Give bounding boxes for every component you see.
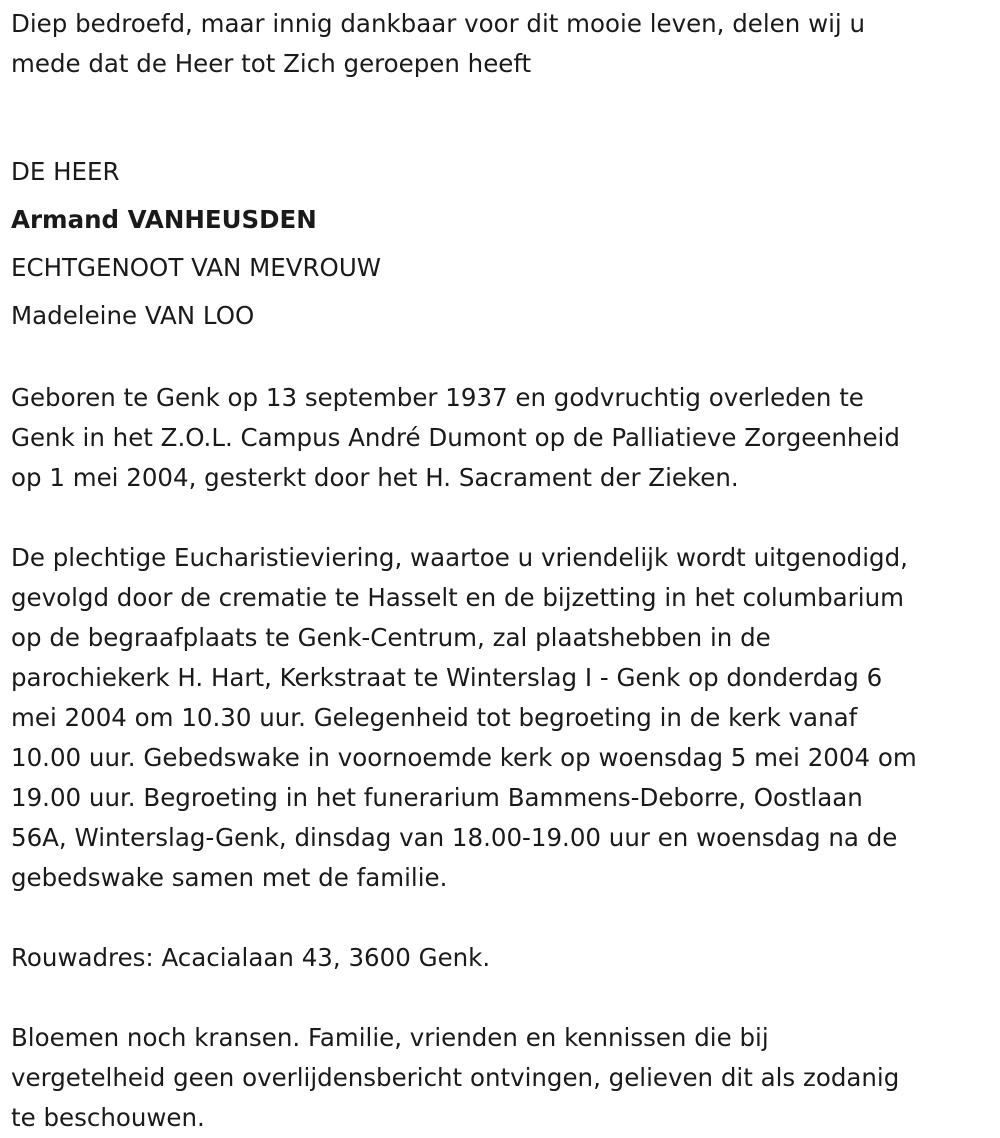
obituary-notice	[11, 4, 991, 1138]
address-line: Rouwadres: Acacialaan 43, 3600 Genk.	[11, 943, 491, 972]
intro-paragraph: Diep bedroefd, maar innig dankbaar voor dit mooie leven, delen wij u mede dat de Heer tot Zich geroepen heeft	[11, 9, 866, 78]
ceremony-paragraph: De plechtige Eucharistieviering, waartoe u vriendelijk wordt uitgenodigd, gevolgd door de crematie te Hasselt en de bijzetting in het columbarium op de begraafplaats te Genk-Centrum, zal plaatshebben in de parochiekerk H. Hart, Kerkstraat te Winterslag I - Genk op donderdag 6 mei 2004 om 10.30 uur. Gelegenheid tot begroeting in de kerk vanaf 10.00 uur. Gebedswake in voornoemde kerk op woensdag 5 mei 2004 om 19.00 uur. Begroeting in het funerarium Bammens-Deborre, Oostlaan 56A, Winterslag-Genk, dinsdag van 18.00-19.00 uur en woensdag na de gebedswake samen met de familie.	[11, 543, 917, 892]
spouse-label: ECHTGENOOT VAN MEVROUW	[11, 253, 382, 282]
birth-death-paragraph: Geboren te Genk op 13 september 1937 en godvruchtig overleden te Genk in het Z.O.L. Campus André Dumont op de Palliatieve Zorgeenheid op 1 mei 2004, gesterkt door het H. Sacrament der Zieken.	[11, 383, 900, 492]
title-prefix: DE HEER	[11, 157, 120, 186]
closing-paragraph: Bloemen noch kransen. Familie, vrienden en kennissen die bij vergetelheid geen overlijdensbericht ontvingen, gelieven dit als zodanig te beschouwen.	[11, 1023, 900, 1132]
spouse-name: Madeleine VAN LOO	[11, 301, 255, 330]
deceased-name: Armand VANHEUSDEN	[11, 205, 317, 234]
